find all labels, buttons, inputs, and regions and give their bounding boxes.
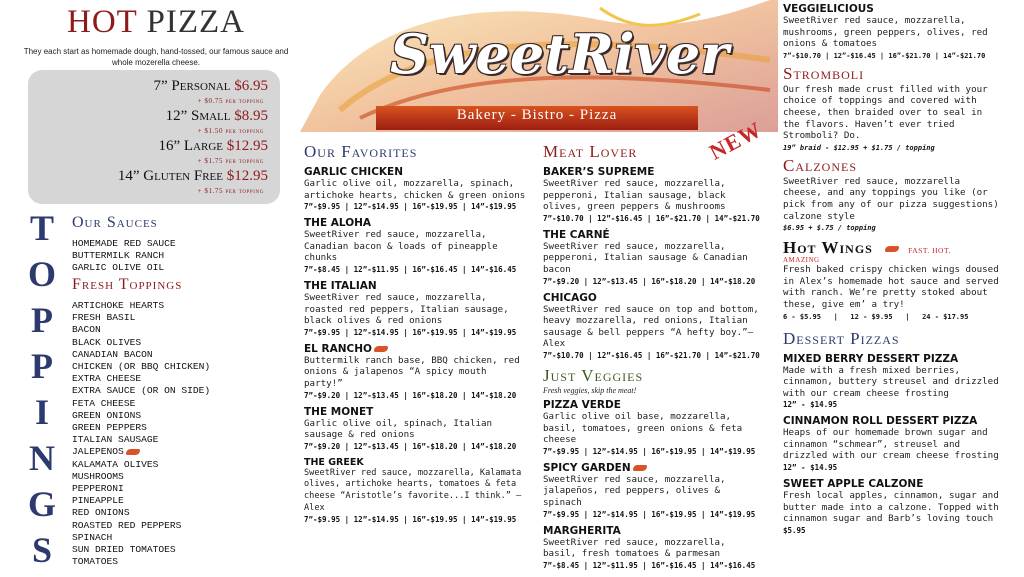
toppings-letter: P <box>31 300 53 340</box>
veggielicious-name: VEGGIELICIOUS <box>783 3 874 15</box>
list-item: BLACK OLIVES <box>72 336 142 348</box>
list-item: ROASTED RED PEPPERS <box>72 519 182 531</box>
item-price: 7”-$9.20 | 12”-$13.45 | 16”-$18.20 | 14”-$18.20 <box>543 276 756 286</box>
item-desc: SweetRiver red sauce, mozzarella, pepperoni, Italian sausage & Canadian bacon <box>543 240 748 275</box>
list-item: GREEN ONIONS <box>72 409 142 421</box>
favorites-heading: Our Favorites <box>304 142 418 161</box>
pepper-icon <box>126 449 140 455</box>
list-item: TOMATOES <box>72 556 119 568</box>
stromboli-heading: Stromboli <box>783 63 865 83</box>
item-price: 7”-$8.45 | 12”-$11.95 | 16”-$16.45 | 14”-$16.45 <box>543 560 756 570</box>
list-item: PINEAPPLE <box>72 495 124 507</box>
sweetriver-logo <box>300 0 778 132</box>
toppings-letter: N <box>29 438 55 478</box>
item-name: SWEET APPLE CALZONE <box>783 478 924 491</box>
list-item: FETA CHEESE <box>72 397 136 409</box>
list-item: RED ONIONS <box>72 507 130 519</box>
list-item: SUN DRIED TOMATOES <box>72 544 176 556</box>
right-column <box>783 3 1001 537</box>
item-name <box>304 343 526 355</box>
item-name: THE GREEK <box>304 456 364 468</box>
item-price: 12” - $14.95 <box>783 400 838 410</box>
item-price: $5.95 <box>783 525 806 535</box>
just-veggies-heading: Just Veggies <box>543 365 644 385</box>
dessert-heading: Dessert Pizzas <box>783 328 900 348</box>
item-price: 7”-$9.95 | 12”-$14.95 | 16”-$19.95 | 14”-$19.95 <box>304 327 517 337</box>
size-personal: 7” Personal $6.95 <box>153 78 268 94</box>
item-price: 7”-$10.70 | 12”-$16.45 | 16”-$21.70 | 14”-$21.70 <box>543 213 760 223</box>
hot-wings-header <box>783 238 1001 258</box>
pepper-icon <box>374 346 388 352</box>
list-item: ARTICHOKE HEARTS <box>72 300 165 311</box>
item-desc: Garlic olive oil, mozzarella, spinach, artichoke hearts, chicken & green onions <box>304 178 526 201</box>
logo-name: SweetRiver <box>390 22 729 86</box>
item-desc: Buttermilk ranch base, BBQ chicken, red onions & jalapenos “A spicy mouth party!” <box>304 354 520 389</box>
item-desc: SweetRiver red sauce, mozzarella, Kalamata olives, artichoke hearts, tomatoes & feta cheese “Aristotle’s favorite...I think.” – Alex <box>304 467 522 513</box>
item-price: 7”-$8.45 | 12”-$11.95 | 16”-$16.45 | 14”-$16.45 <box>304 264 517 274</box>
item-price: 7”-$9.95 | 12”-$14.95 | 16”-$19.95 | 14”-$19.95 <box>304 515 517 525</box>
item-price: 7”-$9.95 | 12”-$14.95 | 16”-$19.95 | 14”-$19.95 <box>543 446 756 456</box>
item-name: MARGHERITA <box>543 524 621 537</box>
calzones-price: $6.95 + $.75 / topping <box>783 224 876 233</box>
hot-wings-heading: Hot Wings <box>783 238 873 258</box>
favorites-column <box>304 142 526 526</box>
item-price: 7”-$9.95 | 12”-$14.95 | 16”-$19.95 | 14”-$19.95 <box>543 509 756 519</box>
toppings-letter: O <box>27 254 56 294</box>
item-name: THE CARNÉ <box>543 228 610 241</box>
size-small-topping: + $1.50 per topping <box>197 127 264 135</box>
item-desc: Heaps of our homemade brown sugar and cinnamon “schmear”, streusel and drizzled with our cream cheese frosting <box>783 427 999 462</box>
list-item: ITALIAN SAUSAGE <box>72 434 159 446</box>
size-small: 12” Small $8.95 <box>165 108 268 124</box>
size-gluten-free: 14” Gluten Free $12.95 <box>117 168 268 184</box>
list-item: GARLIC OLIVE OIL <box>72 262 165 274</box>
fresh-toppings-heading: Fresh Toppings <box>72 276 183 293</box>
item-desc: Garlic olive oil, spinach, Italian sausage & red onions <box>304 417 493 441</box>
meat-lover-heading: Meat Lover <box>543 142 638 161</box>
list-item: FRESH BASIL <box>72 312 136 324</box>
item-desc: Made with a fresh mixed berries, cinnamon, buttery streusel and drizzled with our cream cheese frosting <box>783 364 999 399</box>
stromboli-price: 19” braid - $12.95 + $1.75 / topping <box>783 143 935 152</box>
item-name <box>543 462 761 474</box>
fresh-toppings-list <box>72 300 210 568</box>
veggielicious-desc: SweetRiver red sauce, mozzarella, mushrooms, green peppers, olives, red onions & tomatoes <box>783 15 988 50</box>
item-price: 7”-$9.20 | 12”-$13.45 | 16”-$18.20 | 14”-$18.20 <box>304 390 517 400</box>
item-price: 7”-$9.20 | 12”-$13.45 | 16”-$18.20 | 14”-$18.20 <box>304 441 517 451</box>
item-name: GARLIC CHICKEN <box>304 166 403 178</box>
list-item <box>72 446 210 458</box>
hot-wings-desc: Fresh baked crispy chicken wings doused in Alex’s homemade hot sauce and served with ranch. We’re pretty stoked about these, give em’ a try! <box>783 264 999 310</box>
item-name: THE ITALIAN <box>304 279 377 292</box>
size-personal-topping: + $0.75 per topping <box>197 97 264 105</box>
item-price: 7”-$9.95 | 12”-$14.95 | 16”-$19.95 | 14”-$19.95 <box>304 202 517 212</box>
toppings-letter: P <box>31 346 53 386</box>
toppings-letter: S <box>31 530 53 570</box>
item-name: CINNAMON ROLL DESSERT PIZZA <box>783 415 978 428</box>
item-name: CHICAGO <box>543 291 597 304</box>
stromboli-desc: Our fresh made crust filled with your choice of toppings and covered with cheese, then braided over to seal in the flavors. Haven’t ever tried Stromboli? Do. <box>783 83 988 142</box>
list-item: BUTTERMILK RANCH <box>72 250 165 262</box>
toppings-letter: I <box>34 392 49 432</box>
item-desc: SweetRiver red sauce, mozzarella, Canadian bacon & loads of pineapple chunks <box>304 229 498 264</box>
calzones-heading: Calzones <box>783 155 858 175</box>
item-name: BAKER’S SUPREME <box>543 166 655 178</box>
new-badge: NEW <box>705 116 766 165</box>
item-desc: SweetRiver red sauce, mozzarella, pepperoni, Italian sausage, black olives, green peppers & mushrooms <box>543 178 726 213</box>
size-large-topping: + $1.75 per topping <box>197 157 264 165</box>
size-gluten-free-topping: + $1.75 per topping <box>197 187 264 195</box>
list-item: KALAMATA OLIVES <box>72 458 159 470</box>
list-item: EXTRA SAUCE (OR ON SIDE) <box>72 385 211 397</box>
size-large: 16” Large $12.95 <box>158 138 268 154</box>
list-item: EXTRA CHEESE <box>72 373 142 385</box>
just-veggies-subheading: Fresh veggies, skip the meat! <box>543 385 637 395</box>
item-desc: SweetRiver red sauce, mozzarella, jalapeños, red peppers, olives & spinach <box>543 473 726 508</box>
item-name: MIXED BERRY DESSERT PIZZA <box>783 352 959 365</box>
item-name: THE MONET <box>304 405 374 418</box>
list-item: SPINACH <box>72 531 113 543</box>
list-item: GREEN PEPPERS <box>72 422 147 434</box>
logo-tagline: Bakery - Bistro - Pizza <box>456 107 618 123</box>
list-item: CANADIAN BACON <box>72 348 153 360</box>
list-item-label: JALEPENOS <box>72 446 124 458</box>
list-item: CHICKEN (OR BBQ CHICKEN) <box>72 361 211 373</box>
list-item: HOMEMADE RED SAUCE <box>72 238 176 249</box>
toppings-letter: G <box>27 484 56 524</box>
item-desc: SweetRiver red sauce, mozzarella, basil, fresh tomatoes & parmesan <box>543 536 726 560</box>
veggielicious-price: 7”-$10.70 | 12”-$16.45 | 16”-$21.70 | 14”-$21.70 <box>783 51 986 60</box>
sauces-list <box>72 238 176 275</box>
list-item: PEPPERONI <box>72 483 124 495</box>
hot-pizza-subtitle: They each start as homemade dough, hand-tossed, our famous sauce and whole mozerella cheese. <box>23 47 289 67</box>
pizza-size-box <box>28 70 280 204</box>
hot-wings-tag2: AMAZING <box>783 256 820 265</box>
item-desc: SweetRiver red sauce on top and bottom, heavy mozzarella, red onions, Italian sausage & bell peppers “A hefty boy.”–Alex <box>543 303 759 350</box>
item-desc: SweetRiver red sauce, mozzarella, roasted red peppers, Italian sausage, black olives & red onions <box>304 291 509 327</box>
pepper-icon <box>885 246 899 252</box>
hot-pizza-title: HOT PIZZA <box>67 4 245 40</box>
hot-wings-tag: FAST. HOT. <box>908 246 951 256</box>
list-item: MUSHROOMS <box>72 470 124 482</box>
list-item: BACON <box>72 324 101 336</box>
hot-wings-price: 6 - $5.95 | 12 - $9.95 | 24 - $17.95 <box>783 312 969 321</box>
item-desc: Fresh local apples, cinnamon, sugar and butter made into a calzone. Topped with cinnamon sugar and Barb’s loving touch <box>783 490 999 525</box>
meat-lover-column <box>543 142 761 572</box>
item-name: THE ALOHA <box>304 217 372 230</box>
calzones-desc: SweetRiver red sauce, mozzarella cheese, and any toppings you like (or pick from any of our pizza suggestions) calzone style <box>783 175 999 222</box>
item-desc: Garlic olive oil base, mozzarella, basil, tomatoes, green onions & feta cheese <box>543 410 743 446</box>
item-name-label: SPICY GARDEN <box>543 461 631 474</box>
item-price: 7”-$10.70 | 12”-$16.45 | 16”-$21.70 | 14”-$21.70 <box>543 350 760 360</box>
pepper-icon <box>633 465 647 471</box>
item-name-label: EL RANCHO <box>304 342 372 355</box>
toppings-letter: T <box>29 208 54 248</box>
item-name: PIZZA VERDE <box>543 398 621 411</box>
toppings-vertical-title <box>22 205 62 573</box>
item-price: 12” - $14.95 <box>783 463 838 473</box>
sauces-heading: Our Sauces <box>72 214 158 231</box>
